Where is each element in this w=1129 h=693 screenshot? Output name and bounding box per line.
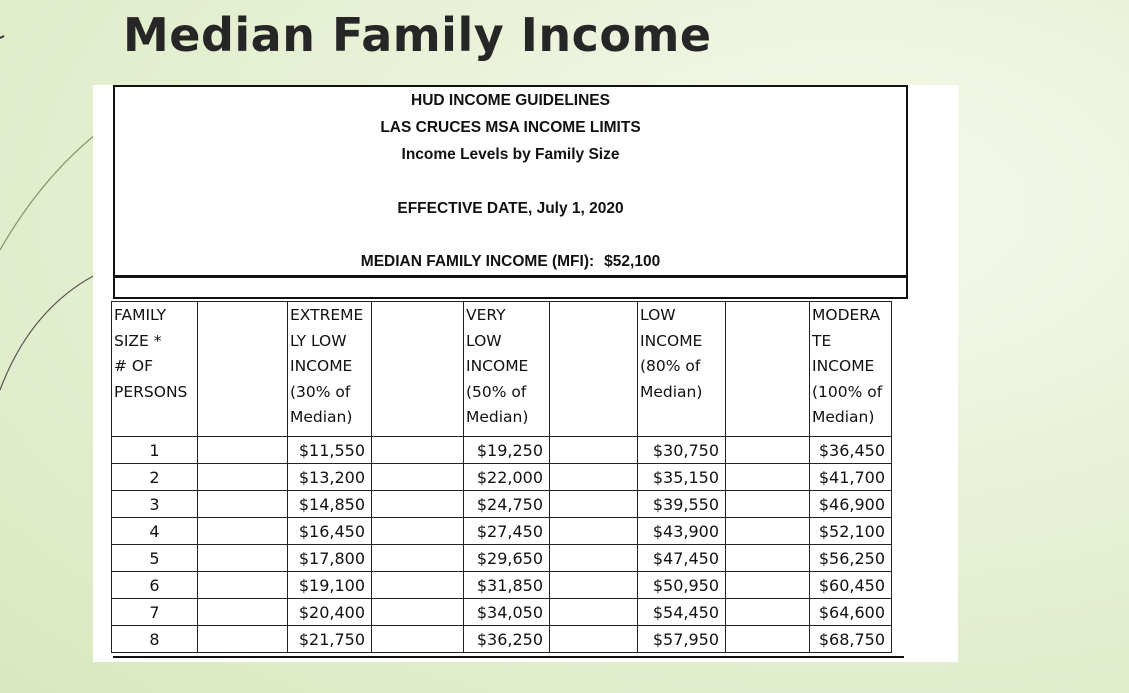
cell-extreme: $17,800 (288, 545, 372, 572)
cell-low: $43,900 (638, 518, 726, 545)
cell-size: 4 (112, 518, 198, 545)
cell-blank (372, 545, 464, 572)
cell-size: 2 (112, 464, 198, 491)
cell-very-low: $27,450 (464, 518, 550, 545)
cell-low: $35,150 (638, 464, 726, 491)
cell-low: $54,450 (638, 599, 726, 626)
cell-extreme: $11,550 (288, 437, 372, 464)
cell-blank (726, 491, 810, 518)
cell-extreme: $21,750 (288, 626, 372, 653)
cell-low: $50,950 (638, 572, 726, 599)
table-row (112, 491, 892, 518)
cell-very-low: $24,750 (464, 491, 550, 518)
cell-blank (550, 599, 638, 626)
cell-extreme: $14,850 (288, 491, 372, 518)
income-limits-table (111, 301, 892, 653)
cell-moderate: $41,700 (810, 464, 892, 491)
cell-blank (198, 518, 288, 545)
cell-blank (726, 437, 810, 464)
cell-blank (550, 626, 638, 653)
cell-blank (372, 518, 464, 545)
cell-blank (726, 518, 810, 545)
cell-blank (550, 545, 638, 572)
cell-blank (726, 545, 810, 572)
header-very-low: VERY LOW INCOME (50% of Median) (464, 302, 550, 437)
cell-size: 6 (112, 572, 198, 599)
cell-very-low: $31,850 (464, 572, 550, 599)
cell-blank (550, 572, 638, 599)
cell-size: 8 (112, 626, 198, 653)
cell-moderate: $56,250 (810, 545, 892, 572)
cell-blank (372, 464, 464, 491)
cell-blank (550, 464, 638, 491)
cell-very-low: $36,250 (464, 626, 550, 653)
header-blank (550, 302, 638, 437)
cell-very-low: $34,050 (464, 599, 550, 626)
cell-blank (372, 491, 464, 518)
cell-very-low: $22,000 (464, 464, 550, 491)
header-family-size: FAMILY SIZE * # OF PERSONS (112, 302, 198, 437)
cell-moderate: $36,450 (810, 437, 892, 464)
table-row (112, 626, 892, 653)
cell-size: 1 (112, 437, 198, 464)
header-blank (372, 302, 464, 437)
cell-blank (372, 572, 464, 599)
table-header-row (112, 302, 892, 437)
cell-blank (198, 437, 288, 464)
document-bottom-edge (113, 656, 904, 658)
cell-extreme: $13,200 (288, 464, 372, 491)
table-row (112, 464, 892, 491)
slide-title: Median Family Income (123, 8, 712, 62)
cell-moderate: $64,600 (810, 599, 892, 626)
header-line-1: HUD INCOME GUIDELINES (411, 92, 610, 109)
cell-blank (198, 491, 288, 518)
cell-blank (550, 518, 638, 545)
cell-blank (550, 491, 638, 518)
header-blank (726, 302, 810, 437)
cell-moderate: $68,750 (810, 626, 892, 653)
cell-size: 3 (112, 491, 198, 518)
cell-blank (198, 626, 288, 653)
cell-low: $47,450 (638, 545, 726, 572)
cell-very-low: $29,650 (464, 545, 550, 572)
header-separator (113, 275, 908, 299)
table-row (112, 518, 892, 545)
effective-date: EFFECTIVE DATE, July 1, 2020 (397, 200, 624, 217)
cell-blank (198, 599, 288, 626)
cell-extreme: $20,400 (288, 599, 372, 626)
header-line-3: Income Levels by Family Size (401, 146, 620, 163)
cell-blank (198, 572, 288, 599)
document-header (113, 85, 908, 278)
cell-low: $39,550 (638, 491, 726, 518)
cell-moderate: $46,900 (810, 491, 892, 518)
scanned-document (93, 85, 958, 662)
cell-blank (726, 599, 810, 626)
cell-blank (372, 626, 464, 653)
cell-blank (726, 626, 810, 653)
cell-blank (726, 464, 810, 491)
cell-low: $30,750 (638, 437, 726, 464)
cell-moderate: $52,100 (810, 518, 892, 545)
header-low: LOW INCOME (80% of Median) (638, 302, 726, 437)
cell-extreme: $16,450 (288, 518, 372, 545)
header-extremely-low: EXTREME LY LOW INCOME (30% of Median) (288, 302, 372, 437)
cell-blank (550, 437, 638, 464)
header-blank (198, 302, 288, 437)
mfi-value: $52,100 (604, 253, 661, 270)
cell-blank (372, 437, 464, 464)
cell-moderate: $60,450 (810, 572, 892, 599)
cell-blank (198, 545, 288, 572)
cell-very-low: $19,250 (464, 437, 550, 464)
mfi-label: MEDIAN FAMILY INCOME (MFI): (360, 253, 595, 270)
header-line-2: LAS CRUCES MSA INCOME LIMITS (380, 119, 641, 136)
table-row (112, 437, 892, 464)
cell-size: 5 (112, 545, 198, 572)
header-moderate: MODERA TE INCOME (100% of Median) (810, 302, 892, 437)
cell-blank (372, 599, 464, 626)
cell-blank (726, 572, 810, 599)
cell-extreme: $19,100 (288, 572, 372, 599)
cell-low: $57,950 (638, 626, 726, 653)
cell-size: 7 (112, 599, 198, 626)
table-row (112, 599, 892, 626)
mfi-line (115, 253, 906, 271)
cell-blank (198, 464, 288, 491)
table-row (112, 572, 892, 599)
table-row (112, 545, 892, 572)
